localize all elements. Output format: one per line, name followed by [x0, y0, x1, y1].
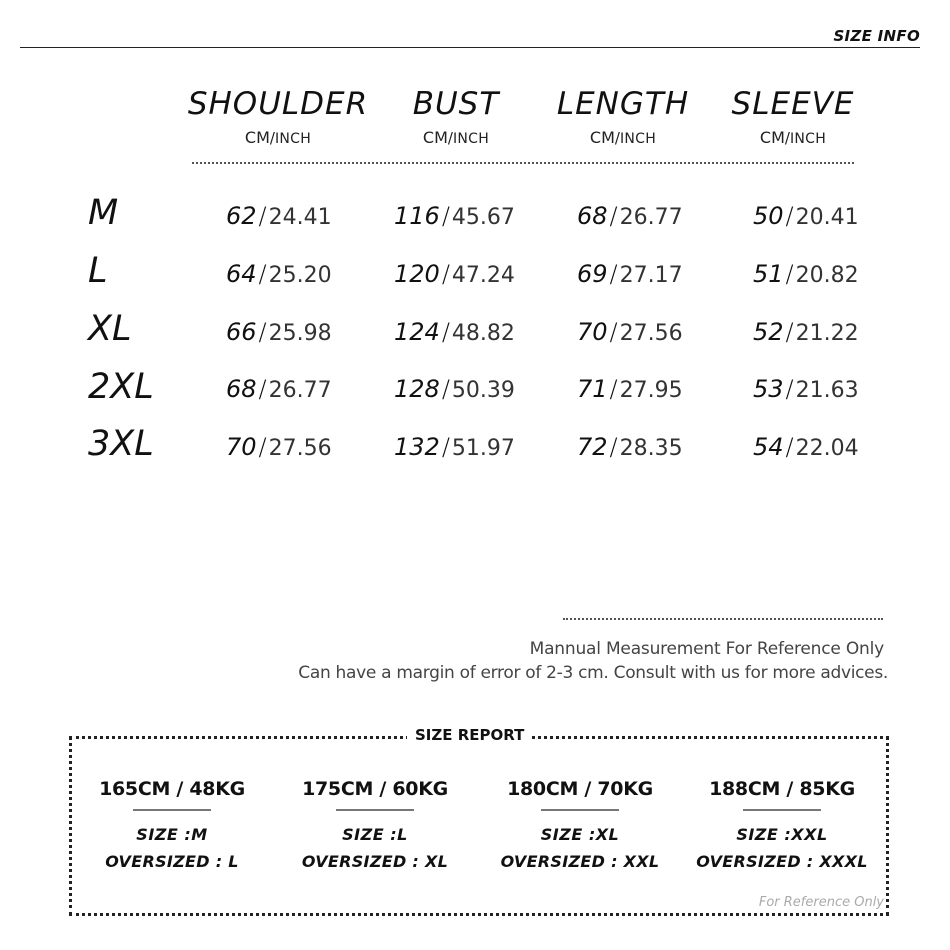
size-label-xl: XL — [88, 309, 132, 349]
size-report-entry — [480, 778, 680, 871]
entry-underline — [743, 809, 821, 811]
column-units: CM/INCH — [759, 128, 827, 147]
oversized-size: OVERSIZED : XL — [301, 852, 449, 871]
table-cell: 124/48.82 — [394, 318, 515, 346]
oversized-size: OVERSIZED : L — [105, 852, 239, 871]
table-cell: 69/27.17 — [577, 260, 683, 288]
table-cell: 132/51.97 — [394, 433, 515, 461]
table-cell: 70/27.56 — [577, 318, 683, 346]
table-cell: 50/20.41 — [753, 202, 859, 230]
size-label-2xl: 2XL — [88, 367, 154, 407]
recommended-size: SIZE :XL — [540, 825, 620, 844]
header-dotted-divider — [192, 162, 854, 164]
column-name: LENGTH — [556, 86, 690, 122]
column-units: CM/INCH — [244, 128, 312, 147]
recommended-size: SIZE :M — [136, 825, 208, 844]
table-cell: 54/22.04 — [753, 433, 859, 461]
table-cell: 120/47.24 — [394, 260, 515, 288]
entry-underline — [133, 809, 211, 811]
size-label-l: L — [88, 251, 108, 291]
table-cell: 52/21.22 — [753, 318, 859, 346]
table-cell: 70/27.56 — [226, 433, 332, 461]
recommended-size: SIZE :L — [342, 825, 408, 844]
column-header-bust — [361, 86, 551, 147]
size-report-entry — [72, 778, 272, 871]
column-name: SLEEVE — [731, 86, 855, 122]
size-label-3xl: 3XL — [88, 424, 154, 464]
size-report-entry — [682, 778, 882, 871]
size-label-m: M — [88, 193, 119, 233]
column-header-sleeve — [698, 86, 888, 147]
table-cell: 53/21.63 — [753, 375, 859, 403]
column-name: BUST — [412, 86, 500, 122]
margin-note: Can have a margin of error of 2-3 cm. Consult with us for more advices. — [298, 663, 888, 683]
table-cell: 68/26.77 — [226, 375, 332, 403]
size-report-title: SIZE REPORT — [407, 726, 532, 744]
column-header-length — [528, 86, 718, 147]
table-cell: 64/25.20 — [226, 260, 332, 288]
column-units: CM/INCH — [422, 128, 490, 147]
column-units: CM/INCH — [589, 128, 657, 147]
body-measure: 188CM / 85KG — [709, 778, 855, 800]
reference-footnote: For Reference Only — [758, 895, 884, 910]
body-measure: 180CM / 70KG — [507, 778, 653, 800]
entry-underline — [336, 809, 414, 811]
table-cell: 72/28.35 — [577, 433, 683, 461]
table-cell: 51/20.82 — [753, 260, 859, 288]
table-cell: 116/45.67 — [394, 202, 515, 230]
table-cell: 128/50.39 — [394, 375, 515, 403]
oversized-size: OVERSIZED : XXL — [500, 852, 660, 871]
column-name: SHOULDER — [187, 86, 369, 122]
table-cell: 71/27.95 — [577, 375, 683, 403]
size-info-title: SIZE INFO — [833, 27, 920, 45]
table-cell: 68/26.77 — [577, 202, 683, 230]
body-measure: 175CM / 60KG — [302, 778, 448, 800]
recommended-size: SIZE :XXL — [736, 825, 828, 844]
measurement-note: Mannual Measurement For Reference Only — [529, 639, 884, 659]
table-cell: 66/25.98 — [226, 318, 332, 346]
oversized-size: OVERSIZED : XXXL — [696, 852, 868, 871]
table-cell: 62/24.41 — [226, 202, 332, 230]
column-header-shoulder — [183, 86, 373, 147]
note-dotted-divider — [563, 618, 883, 620]
entry-underline — [541, 809, 619, 811]
body-measure: 165CM / 48KG — [99, 778, 245, 800]
size-report-entry — [275, 778, 475, 871]
header-divider — [20, 47, 920, 48]
